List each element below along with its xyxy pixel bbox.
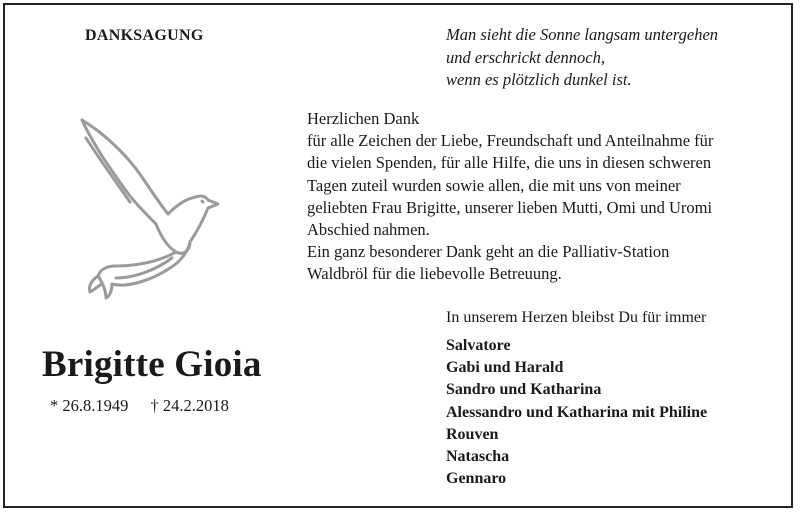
poem-line: und erschrickt dennoch, bbox=[446, 47, 605, 67]
thanks-line: Tagen zuteil wurden sowie allen, die mit uns von meiner bbox=[307, 175, 681, 195]
family-member: Salvatore bbox=[446, 337, 511, 354]
family-member: Gennaro bbox=[446, 470, 507, 488]
thanks-line: Waldbröl für die liebevolle Betreuung. bbox=[307, 264, 562, 284]
family-member: Alessandro und Katharina mit Philine bbox=[446, 403, 708, 421]
death-date: † 24.2.2018 bbox=[150, 396, 229, 415]
thanks-line: für alle Zeichen der Liebe, Freundschaft und Anteilnahme für bbox=[307, 131, 714, 151]
thanks-text bbox=[307, 108, 777, 286]
family-member: Gabi und Harald bbox=[446, 359, 564, 377]
poem-line: wenn es plötzlich dunkel ist. bbox=[446, 70, 632, 89]
life-dates bbox=[50, 396, 229, 416]
thanks-line: geliebten Frau Brigitte, unserer lieben Mutti, Omi und Uromi bbox=[307, 197, 713, 217]
family-member: Natascha bbox=[446, 448, 510, 466]
poem-line: Man sieht die Sonne langsam untergehen bbox=[446, 25, 719, 44]
dove-icon bbox=[72, 102, 232, 312]
thanks-line: Ein ganz besonderer Dank geht an die Palliativ-Station bbox=[307, 242, 670, 262]
family-intro: In unserem Herzen bleibst Du für immer bbox=[446, 309, 707, 326]
thanks-title: Herzlichen Dank bbox=[307, 109, 420, 128]
thanks-line: die vielen Spenden, für alle Hilfe, die uns in diesen schweren bbox=[307, 153, 712, 173]
deceased-name: Brigitte Gioia bbox=[42, 344, 262, 385]
family-member: Rouven bbox=[446, 425, 499, 443]
poem-quote bbox=[446, 24, 718, 92]
birth-date: * 26.8.1949 bbox=[50, 396, 129, 415]
family-member: Sandro und Katharina bbox=[446, 381, 602, 399]
family-signatures bbox=[446, 307, 707, 490]
notice-heading: DANKSAGUNG bbox=[85, 27, 204, 44]
thanks-line: Abschied nahmen. bbox=[307, 220, 430, 240]
